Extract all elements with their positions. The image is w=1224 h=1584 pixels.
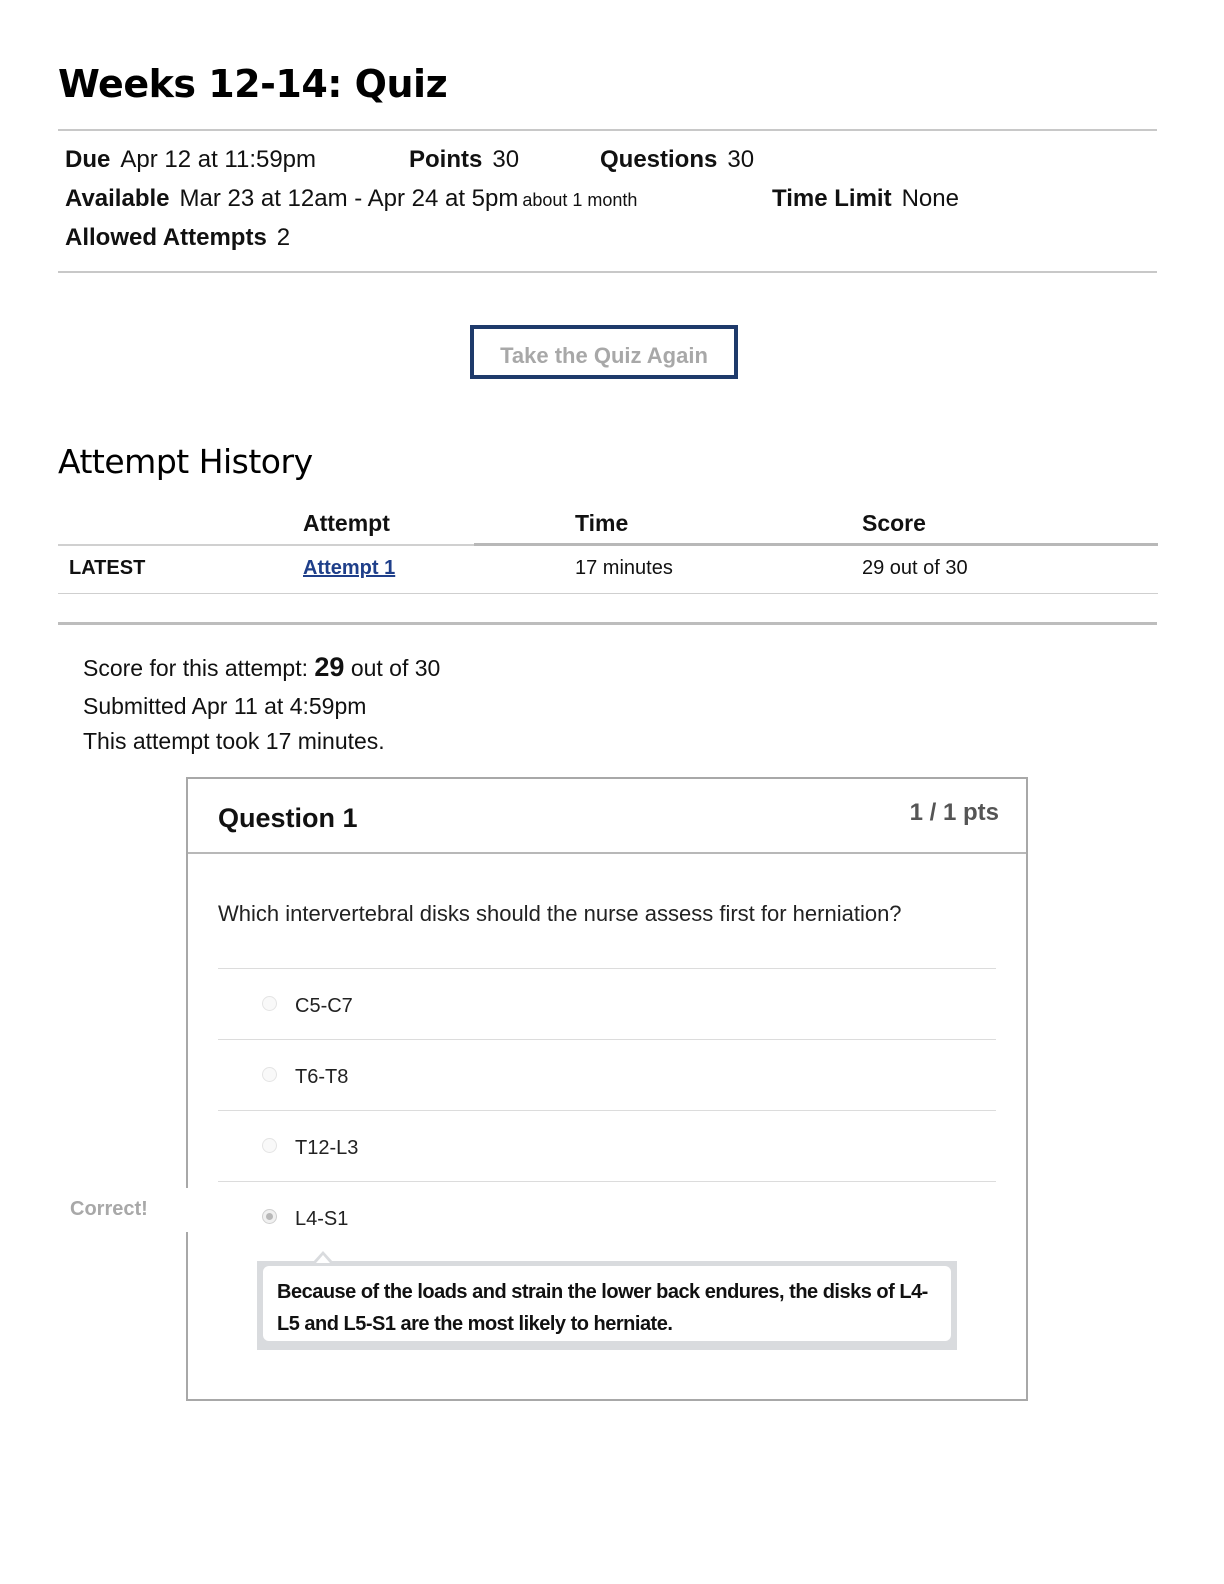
due-label: Due xyxy=(65,146,111,173)
column-header-attempt: Attempt xyxy=(303,510,390,536)
section-divider xyxy=(58,622,1157,625)
time-limit-label: Time Limit xyxy=(772,185,892,212)
answer-feedback-text: Because of the loads and strain the lower back endures, the disks of L4-L5 and L5-S1 are the most likely to herniate. xyxy=(263,1266,951,1341)
attempt-link-cell xyxy=(303,557,395,580)
answer-label: T6-T8 xyxy=(295,1066,349,1088)
available-duration: about 1 month xyxy=(522,190,638,210)
question-title: Question 1 xyxy=(218,803,358,833)
available-value: Mar 23 at 12am - Apr 24 at 5pm xyxy=(179,185,519,212)
allowed-attempts-value: 2 xyxy=(276,224,291,251)
question-points: 1 / 1 pts xyxy=(909,799,999,826)
answer-label: T12-L3 xyxy=(295,1137,359,1159)
answer-divider xyxy=(218,1110,996,1111)
row-score: 29 out of 30 xyxy=(862,557,968,579)
radio-button-selected-icon[interactable] xyxy=(262,1209,277,1224)
table-header-border xyxy=(58,544,474,546)
questions-detail xyxy=(600,146,754,174)
radio-button-icon[interactable] xyxy=(262,996,277,1011)
divider xyxy=(58,129,1157,131)
page-title: Weeks 12-14: Quiz xyxy=(58,62,448,106)
radio-button-icon[interactable] xyxy=(262,1067,277,1082)
row-time: 17 minutes xyxy=(575,557,673,579)
caret-up-icon-inner xyxy=(316,1255,330,1263)
table-header-border-active xyxy=(474,543,1158,546)
available-label: Available xyxy=(65,185,170,212)
time-limit-value: None xyxy=(901,185,959,212)
points-label: Points xyxy=(409,146,483,173)
answer-label: C5-C7 xyxy=(295,995,353,1017)
answer-divider xyxy=(218,1181,996,1182)
answer-feedback xyxy=(257,1261,957,1350)
due-value: Apr 12 at 11:59pm xyxy=(120,146,317,173)
radio-button-icon[interactable] xyxy=(262,1138,277,1153)
correct-answer-tag: Correct! xyxy=(70,1198,148,1220)
column-header-score: Score xyxy=(862,510,926,536)
attempt-score-summary xyxy=(83,652,440,683)
row-status: LATEST xyxy=(69,557,146,579)
questions-label: Questions xyxy=(600,146,718,173)
questions-value: 30 xyxy=(727,146,755,173)
column-header-time: Time xyxy=(575,510,629,536)
submitted-time: Submitted Apr 11 at 4:59pm xyxy=(83,693,367,719)
table-row-border xyxy=(58,593,1158,594)
answer-divider xyxy=(218,1039,996,1040)
divider xyxy=(58,271,1157,273)
score-suffix: out of 30 xyxy=(350,655,441,681)
score-prefix: Score for this attempt: xyxy=(83,655,308,681)
available-detail xyxy=(65,185,637,213)
points-value: 30 xyxy=(492,146,520,173)
attempt-duration: This attempt took 17 minutes. xyxy=(83,728,385,754)
allowed-attempts-label: Allowed Attempts xyxy=(65,224,267,251)
answer-label: L4-S1 xyxy=(295,1208,349,1230)
question-text: Which intervertebral disks should the nurse assess first for herniation? xyxy=(218,901,902,926)
take-quiz-again-button[interactable]: Take the Quiz Again xyxy=(470,325,738,379)
due-detail xyxy=(65,146,316,174)
time-limit-detail xyxy=(772,185,959,213)
attempt-1-link[interactable]: Attempt 1 xyxy=(303,557,396,579)
correct-marker-gap xyxy=(182,1188,192,1232)
score-value: 29 xyxy=(314,652,345,682)
allowed-attempts-detail xyxy=(65,224,290,252)
answer-divider xyxy=(218,968,996,969)
points-detail xyxy=(409,146,519,174)
attempt-history-title: Attempt History xyxy=(58,442,313,481)
question-header xyxy=(188,779,1026,854)
